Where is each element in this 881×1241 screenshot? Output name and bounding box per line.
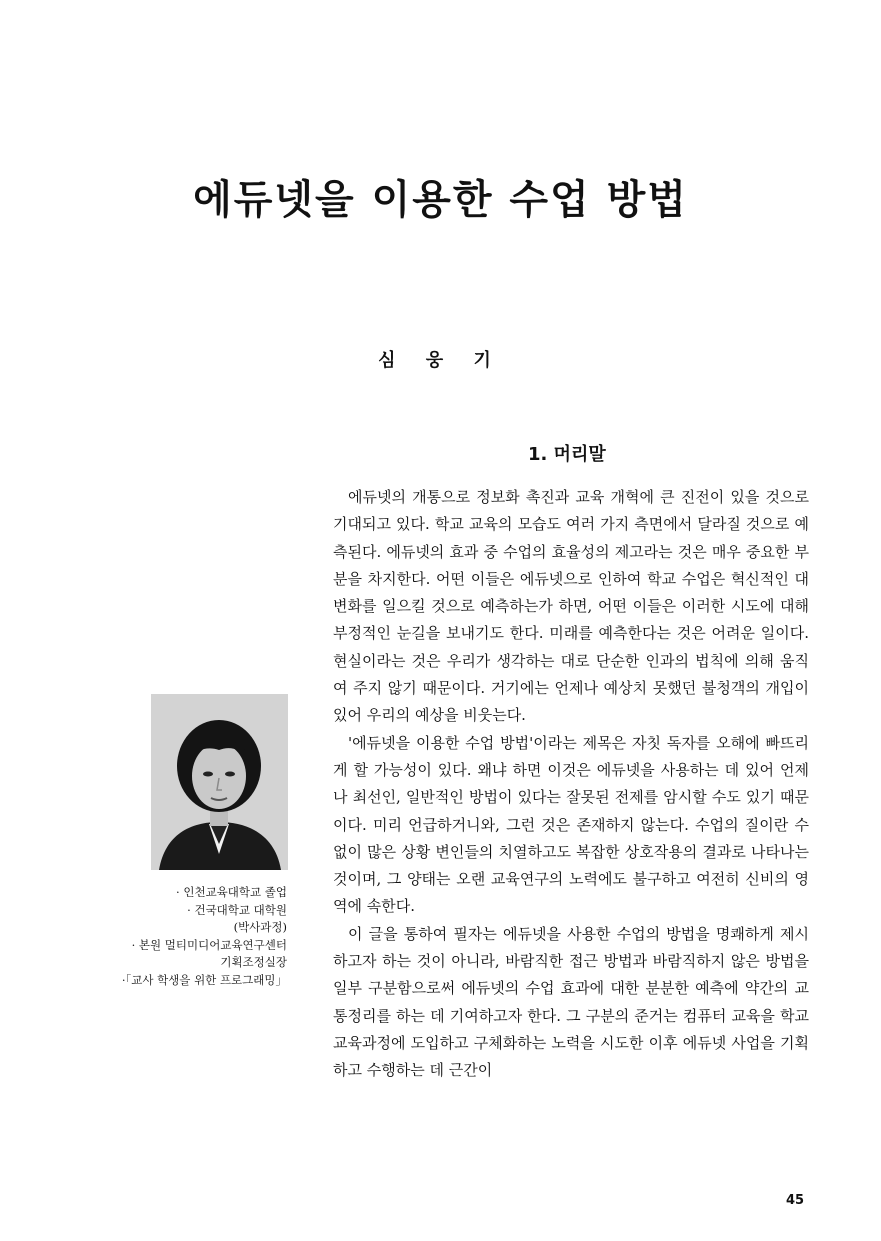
page-number: 45 <box>786 1193 805 1208</box>
bio-line: 기획조정실장 <box>220 955 287 970</box>
author-photo <box>151 694 288 870</box>
author-name: 심 웅 기 <box>378 350 503 371</box>
paragraph: 에듀넷의 개통으로 정보화 촉진과 교육 개혁에 큰 진전이 있을 것으로 기대되고 있다. 학교 교육의 모습도 여러 가지 측면에서 달라질 것으로 예측된다. 에듀넷의 효과 중 수업의 효율성의 제고라는 것은 매우 중요한 부분을 차지한다. 어떤 이들은 에듀넷으로 인하여 학교 수업은 혁신적인 대변화를 일으킬 것으로 예측하는가 하면, 어떤 이들은 이러한 시도에 대해 부정적인 눈길을 보내기도 한다. 미래를 예측한다는 것은 어려운 일이다. 현실이라는 것은 우리가 생각하는 대로 단순한 인과의 법칙에 의해 움직여 주지 않기 때문이다. 거기에는 언제나 예상치 못했던 불청객의 개입이 있어 우리의 예상을 비웃는다. <box>333 488 809 725</box>
author-portrait-image <box>151 694 288 870</box>
bio-line: ·「교사 학생을 위한 프로그래밍」 <box>121 972 287 987</box>
article-title: 에듀넷을 이용한 수업 방법 <box>193 177 688 223</box>
paragraph: 이 글을 통하여 필자는 에듀넷을 사용한 수업의 방법을 명쾌하게 제시하고자 하는 것이 아니라, 바람직한 접근 방법과 바람직하지 않은 방법을 일부 구분함으로써 에듀넷의 수업 효과에 대한 분분한 예측에 약간의 교통정리를 하는 데 기여하고자 한다. 그 구분의 준거는 컴퓨터 교육을 학교 교육과정에 도입하고 구체화하는 노력을 시도한 이후 에듀넷 사업을 기획하고 수행하는 데 근간이 <box>333 924 809 1080</box>
section-heading: 1. 머리말 <box>528 444 606 465</box>
bio-line: · 본원 멀티미디어교육연구센터 <box>131 937 287 952</box>
bio-line: · 인천교육대학교 졸업 <box>176 885 287 899</box>
paragraph: '에듀넷을 이용한 수업 방법'이라는 제목은 자칫 독자를 오해에 빠뜨리게 할 가능성이 있다. 왜냐 하면 이것은 에듀넷을 사용하는 데 있어 언제나 최선인, 일반적인 방법이 있다는 잘못된 전제를 암시할 수도 있기 때문이다. 미리 언급하거니와, 그런 것은 존재하지 않는다. 수업의 질이란 수없이 많은 상황 변인들의 치열하고도 복잡한 상호작용의 결과로 나타나는 것이며, 그 양태는 오랜 교육연구의 노력에도 불구하고 여전히 신비의 영역에 속한다. <box>333 733 809 916</box>
author-bio <box>87 884 287 990</box>
bio-line: · 건국대학교 대학원 <box>187 902 287 917</box>
body-text <box>333 484 809 1085</box>
bio-line: (박사과정) <box>233 920 287 935</box>
